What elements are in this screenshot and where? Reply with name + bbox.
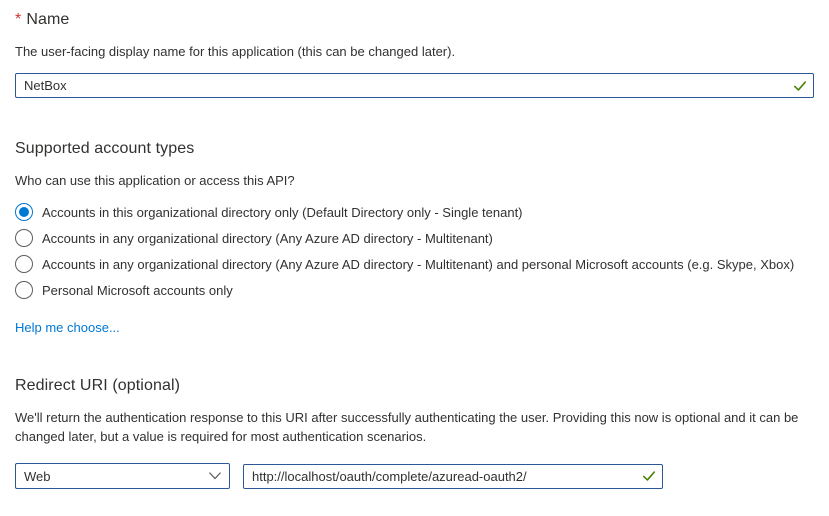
redirect-uri-description: We'll return the authentication response to this URI after successfully authenticating the user. Providing this now is optional and it can be changed later, but a value is required for most authentication scenarios. — [15, 410, 799, 444]
platform-select-value: Web — [24, 468, 51, 484]
radio-button[interactable] — [15, 203, 33, 221]
redirect-uri-title: Redirect URI (optional) — [15, 377, 181, 394]
help-me-choose-link[interactable]: Help me choose... — [15, 320, 120, 335]
account-type-option-personal-only[interactable] — [15, 277, 814, 303]
radio-button[interactable] — [15, 281, 33, 299]
account-types-section — [15, 140, 814, 337]
name-input[interactable] — [15, 73, 814, 98]
name-description: The user-facing display name for this application (this can be changed later). — [15, 44, 456, 59]
radio-button[interactable] — [15, 255, 33, 273]
redirect-uri-input-wrapper — [243, 464, 663, 489]
name-title-text: Name — [26, 11, 70, 28]
account-type-option-label: Accounts in any organizational directory (Any Azure AD directory - Multitenant) and personal Microsoft accounts (e.g. Skype, Xbox) — [42, 256, 795, 272]
account-type-option-label: Accounts in any organizational directory (Any Azure AD directory - Multitenant) — [42, 230, 493, 246]
radio-selected-dot — [19, 207, 29, 217]
platform-select[interactable] — [15, 463, 230, 489]
account-type-option-multitenant-personal[interactable] — [15, 251, 814, 277]
account-types-question: Who can use this application or access this API? — [15, 173, 295, 188]
redirect-uri-input[interactable] — [243, 464, 663, 489]
account-type-option-multitenant[interactable] — [15, 225, 814, 251]
account-types-title: Supported account types — [15, 140, 195, 157]
redirect-uri-controls — [15, 463, 814, 489]
account-type-option-single-tenant[interactable] — [15, 199, 814, 225]
account-type-option-label: Accounts in this organizational directory only (Default Directory only - Single tenant) — [42, 204, 523, 220]
redirect-uri-section — [15, 377, 814, 489]
account-types-radio-group — [15, 199, 814, 303]
radio-button[interactable] — [15, 229, 33, 247]
required-asterisk: * — [15, 11, 22, 28]
account-type-option-label: Personal Microsoft accounts only — [42, 282, 233, 298]
name-section-title — [15, 11, 814, 29]
chevron-down-icon — [209, 472, 221, 480]
name-input-wrapper — [15, 73, 814, 98]
